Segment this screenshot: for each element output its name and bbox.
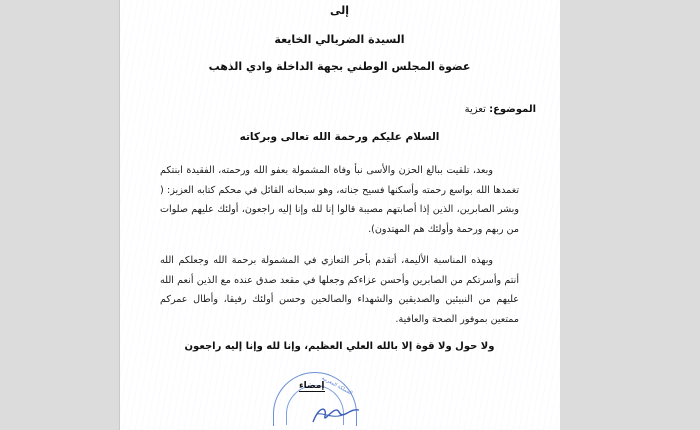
subject-label: الموضوع: [489,104,536,115]
recipient-position: عضوة المجلس الوطني بجهة الداخلة وادي الذهب [208,60,471,73]
paragraph-1-text: وبعد، تلقيت ببالغ الحزن والأسى نبأ وفاة المشمولة بعفو الله ورحمته، الفقيدة ابنتكم تغمدها الله بواسع رحمته وأسكنها فسيح جناته، وهو سبحانه القائل في محكم كتابه العزيز: ( وبشر الصابرين، الذين إذا أصابتهم مصيبة قالوا إنا لله وإنا إليه راجعون، أولئك عليهم صلوات من ربهم ورحمة وأولئك هم المهتدون). [160,165,519,235]
greeting: السلام عليكم ورحمة الله تعالى وبركاته [239,131,440,143]
subject-line [465,104,536,115]
subject-value: تعزية [464,104,486,115]
paragraph-condolence [160,161,519,239]
signature-block [269,372,389,428]
recipient-name: السيدة الضريالي الخايعة [274,33,405,46]
paragraph-2-text: وبهذه المناسبة الأليمة، أتقدم بأحر التعازي في المشمولة برحمة الله وجعلكم الله أنتم وأسرتكم من الصابرين وأحسن عزاءكم وجعلها في مقعد صدق عنده مع الذين أنعم الله عليهم من النبيئين والصديقين والشهداء والصالحين وحسن أولئك رفيقا، وأطال عمركم ممتعين بموفور الصحة والعافية. [160,255,519,325]
letter-page [119,0,560,430]
handwritten-signature [309,402,365,426]
paragraph-wishes [160,251,519,329]
closing-line: ولا حول ولا قوة إلا بالله العلي العظيم، وإنا لله وإنا إليه راجعون [184,341,495,352]
stamp-text: المملكة المغربية [320,375,354,397]
addressee-to: إلى [329,4,350,17]
signature-label: إمضاء [299,381,325,391]
